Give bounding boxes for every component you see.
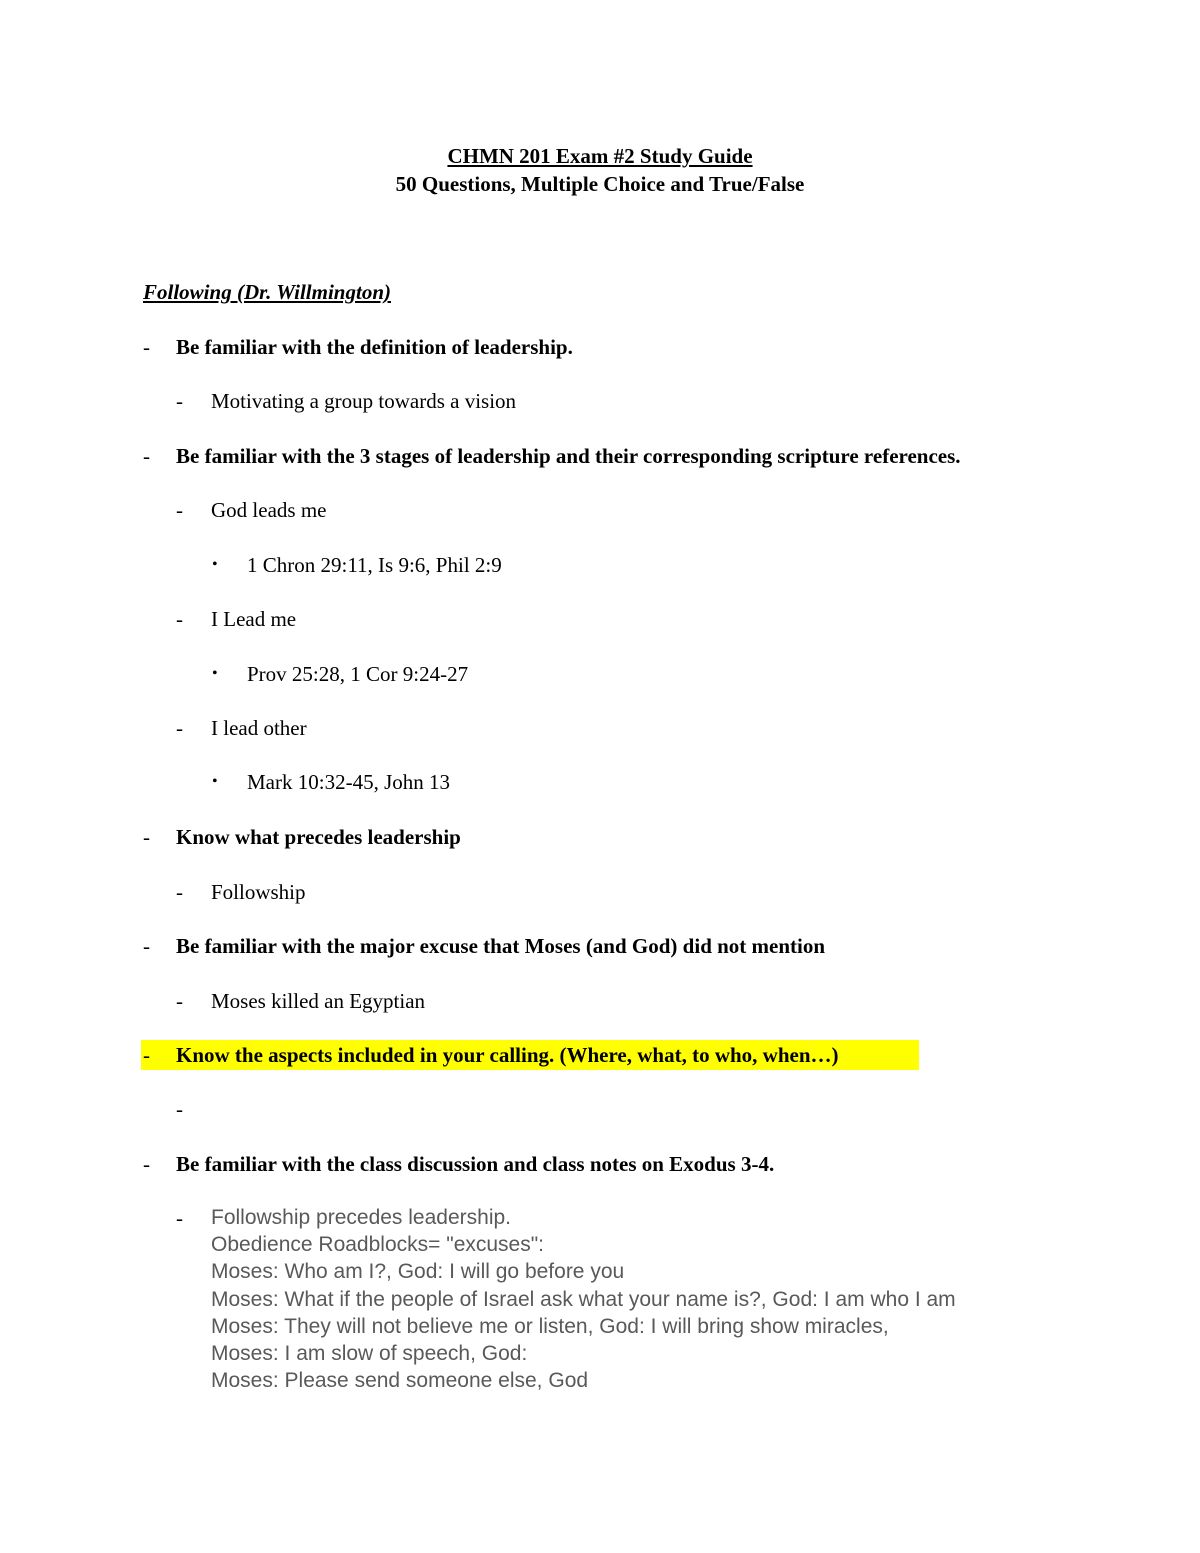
dash-marker: - [143,444,150,468]
class-notes [211,1204,956,1394]
note-line: Obedience Roadblocks= "excuses": [211,1233,545,1257]
dash-marker: - [176,880,183,904]
scripture-refs: 1 Chron 29:11, Is 9:6, Phil 2:9 [247,553,502,577]
note-line: Moses: Who am I?, God: I will go before you [211,1260,625,1284]
stage-name: I Lead me [211,607,297,631]
document-subtitle: 50 Questions, Multiple Choice and True/False [395,172,805,196]
study-item-label: Be familiar with the major excuse that Moses (and God) did not mention [176,934,826,958]
dash-marker: - [176,989,183,1013]
dash-marker: - [176,498,183,522]
answer-text: Moses killed an Egyptian [211,989,426,1013]
note-line: Moses: What if the people of Israel ask what your name is?, God: I am who I am [211,1287,956,1311]
document-header [0,142,1200,198]
note-line: Moses: They will not believe me or listen, God: I will bring show miracles, [211,1314,889,1338]
answer-text: Followship [211,880,306,904]
dash-marker: - [143,1043,150,1067]
bullet-marker: • [212,556,218,573]
study-item-label: Know the aspects included in your calling. (Where, what, to who, when…) [176,1043,839,1067]
dash-marker: - [176,716,183,740]
dash-marker: - [143,825,150,849]
dash-marker: - [143,934,150,958]
dash-marker: - [143,335,150,359]
bullet-marker: • [212,773,218,790]
dash-marker: - [176,607,183,631]
study-item-label: Be familiar with the class discussion and class notes on Exodus 3-4. [176,1152,775,1176]
stage-name: God leads me [211,498,327,522]
study-item-label: Be familiar with the 3 stages of leadership and their corresponding scripture references. [176,444,961,468]
bullet-marker: • [212,665,218,682]
dash-marker: - [176,1206,183,1230]
dash-marker: - [176,389,183,413]
study-item-label: Know what precedes leadership [176,825,461,849]
section-heading: Following (Dr. Willmington) [143,280,391,304]
stage-name: I lead other [211,716,307,740]
dash-marker: - [143,1152,150,1176]
note-line: Moses: Please send someone else, God [211,1369,589,1393]
note-line: Followship precedes leadership. [211,1206,511,1229]
scripture-refs: Prov 25:28, 1 Cor 9:24-27 [247,662,469,686]
document-title: CHMN 201 Exam #2 Study Guide [447,144,753,168]
answer-text: Motivating a group towards a vision [211,389,517,413]
note-line: Moses: I am slow of speech, God: [211,1342,528,1366]
scripture-refs: Mark 10:32-45, John 13 [247,770,450,794]
study-item-label: Be familiar with the definition of leadership. [176,335,573,359]
dash-marker: - [176,1097,183,1121]
